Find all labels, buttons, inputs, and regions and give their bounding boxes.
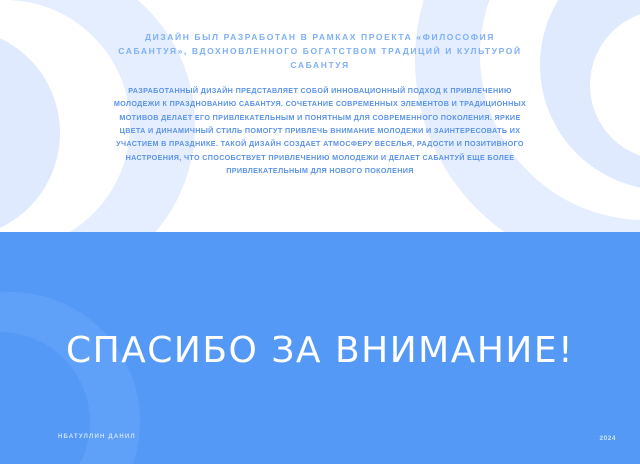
- thank-you-title: СПАСИБО ЗА ВНИМАНИЕ!: [65, 330, 575, 371]
- year-label: 2024: [599, 435, 616, 442]
- slide-body-text: РАЗРАБОТАННЫЙ ДИЗАЙН ПРЕДСТАВЛЯЕТ СОБОЙ ИННОВАЦИОННЫЙ ПОДХОД К ПРИВЛЕЧЕНИЮ МОЛОДЕЖИ К ПРАЗДНОВАНИЮ САБАНТУЯ. СОЧЕТАНИЕ СОВРЕМЕННЫХ ЭЛЕМЕНТОВ И ТРАДИЦИОННЫХ МОТИВОВ ДЕЛАЕТ ЕГО ПРИВЛЕКАТЕЛЬНЫМ И ПОНЯТНЫМ ДЛЯ СОВРЕМЕННОГО ПОКОЛЕНИЯ. ЯРКИЕ ЦВЕТА И ДИНАМИЧНЫЙ СТИЛЬ ПОМОГУТ ПРИВЛЕЧЬ ВНИМАНИЕ МОЛОДЕЖИ И ЗАИНТЕРЕСОВАТЬ ИХ УЧАСТИЕМ В ПРАЗДНИКЕ. ТАКОЙ ДИЗАЙН СОЗДАЕТ АТМОСФЕРУ ВЕСЕЛЬЯ, РАДОСТИ И ПОЗИТИВНОГО НАСТРОЕНИЯ, ЧТО СПОСОБСТВУЕТ ПРИВЛЕЧЕНИЮ МОЛОДЕЖИ И ДЕЛАЕТ САБАНТУЙ ЕЩЕ БОЛЕЕ ПРИВЛЕКАТЕЛЬНЫМ ДЛЯ НОВОГО ПОКОЛЕНИЯ: [113, 86, 527, 175]
- slide-headline: ДИЗАЙН БЫЛ РАЗРАБОТАН В РАМКАХ ПРОЕКТА «ФИЛОСОФИЯ САБАНТУЯ», ВДОХНОВЛЕННОГО БОГАТСТВОМ ТРАДИЦИЙ И КУЛЬТУРОЙ САБАНТУЯ: [118, 32, 522, 71]
- author-credit: НБАТУЛЛИН ДАНИЛ: [58, 434, 136, 440]
- blue-panel: [0, 232, 640, 464]
